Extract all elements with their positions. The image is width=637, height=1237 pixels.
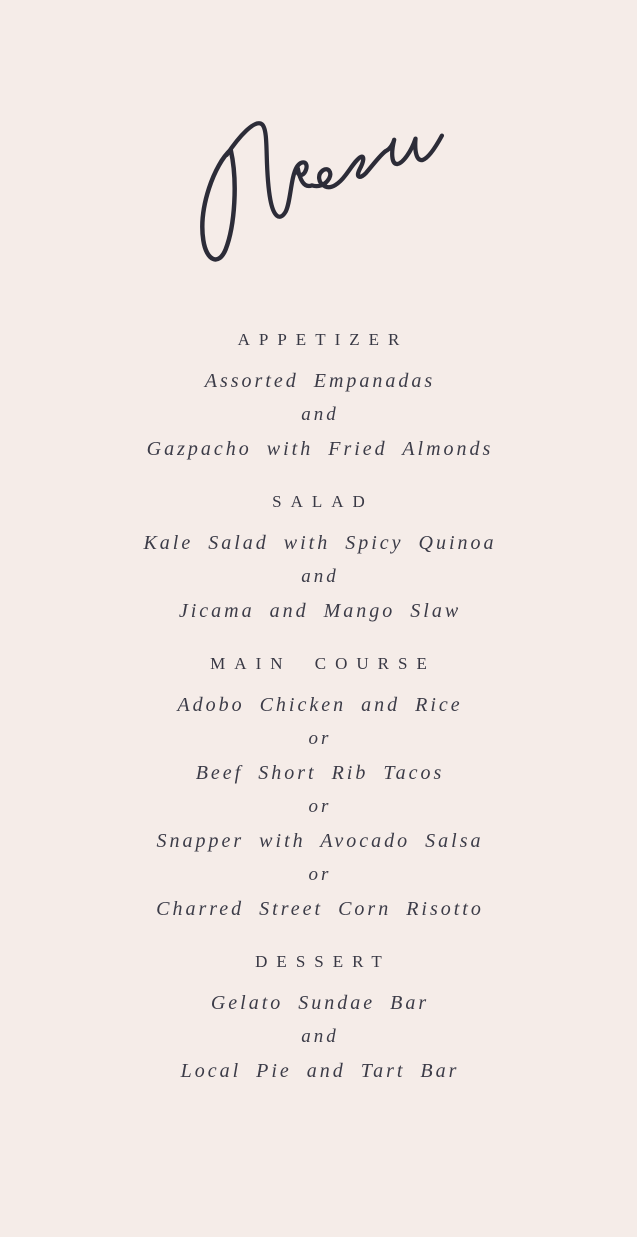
section-title-main-course: MAIN COURSE xyxy=(210,654,436,673)
menu-item: Beef Short Rib Tacos xyxy=(195,762,445,784)
menu-conjunction: or xyxy=(308,864,332,885)
menu-section-main-course xyxy=(0,654,637,926)
menu-section-salad xyxy=(0,492,637,628)
menu-item: Jicama and Mango Slaw xyxy=(178,600,462,622)
menu-section-appetizer xyxy=(0,330,637,466)
menu-item: Local Pie and Tart Bar xyxy=(180,1060,460,1082)
section-title-appetizer: APPETIZER xyxy=(237,330,409,349)
menu-item: Adobo Chicken and Rice xyxy=(177,694,463,716)
menu-item: Snapper with Avocado Salsa xyxy=(156,830,484,852)
menu-item: Kale Salad with Spicy Quinoa xyxy=(143,532,497,554)
menu-body xyxy=(0,330,637,1114)
script-menu-word-drawing xyxy=(182,108,448,276)
section-title-salad: SALAD xyxy=(272,492,374,511)
menu-conjunction: or xyxy=(308,728,332,749)
menu-conjunction: and xyxy=(301,1026,339,1047)
menu-item: Gazpacho with Fried Almonds xyxy=(146,438,494,460)
menu-conjunction: and xyxy=(301,566,339,587)
section-title-dessert: DESSERT xyxy=(255,952,391,971)
menu-script-title xyxy=(182,108,448,276)
menu-item: Gelato Sundae Bar xyxy=(210,992,430,1014)
menu-conjunction: or xyxy=(308,796,332,817)
menu-conjunction: and xyxy=(301,404,339,425)
menu-item: Charred Street Corn Risotto xyxy=(156,898,484,920)
menu-section-dessert xyxy=(0,952,637,1088)
menu-item: Assorted Empanadas xyxy=(204,370,436,392)
